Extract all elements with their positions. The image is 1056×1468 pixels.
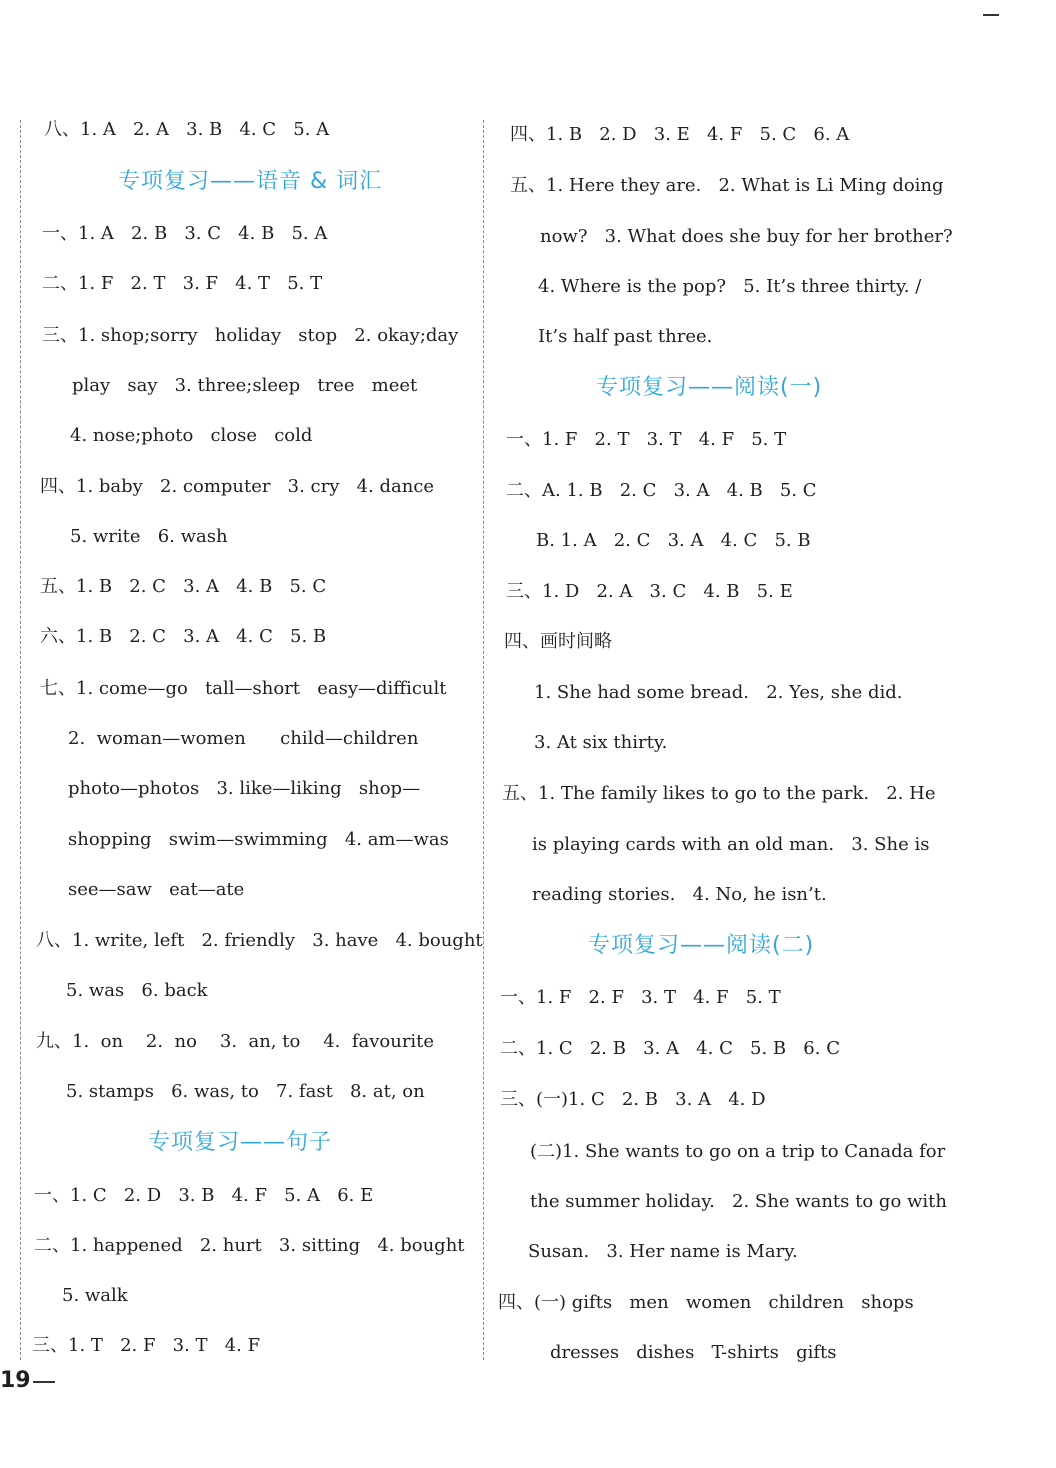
section-heading-sentences: 专项复习——句子 [148,1130,333,1155]
answer-line: reading stories. 4. No, he isn’t. [532,884,827,905]
answer-line: 3. At six thirty. [534,732,668,753]
answer-line: 1. She had some bread. 2. Yes, she did. [534,682,903,703]
corner-mark [983,14,999,16]
answer-line: 三、1. T 2. F 3. T 4. F [32,1335,261,1356]
answer-line: 5. was 6. back [66,980,208,1001]
answer-line: B. 1. A 2. C 3. A 4. C 5. B [536,530,811,551]
left-margin-dashed-line [20,120,21,1360]
page-number-dash [33,1381,55,1383]
answer-line: 五、1. The family likes to go to the park. 2. He [502,783,936,804]
answer-line: 四、画时间略 [504,631,612,652]
answer-line: 一、1. F 2. F 3. T 4. F 5. T [500,987,781,1008]
answer-line: 二、1. C 2. B 3. A 4. C 5. B 6. C [500,1038,840,1059]
answer-line: 八、1. A 2. A 3. B 4. C 5. A [44,119,330,140]
answer-line: 四、(一) gifts men women children shops [498,1292,914,1313]
answer-line: 六、1. B 2. C 3. A 4. C 5. B [40,626,327,647]
answer-line: 5. walk [62,1285,128,1306]
page-number: 19 [0,1368,31,1393]
answer-line: now? 3. What does she buy for her brother? [540,226,953,247]
answer-line: 一、1. A 2. B 3. C 4. B 5. A [42,223,328,244]
answer-line: photo—photos 3. like—liking shop— [68,778,421,799]
answer-line: is playing cards with an old man. 3. She is [532,834,930,855]
answer-line: 二、A. 1. B 2. C 3. A 4. B 5. C [506,480,817,501]
answer-line: It’s half past three. [538,326,713,347]
answer-line: 一、1. C 2. D 3. B 4. F 5. A 6. E [34,1185,374,1206]
answer-line: 九、1. on 2. no 3. an, to 4. favourite [36,1031,435,1052]
section-heading-reading-2: 专项复习——阅读(二) [588,933,815,958]
answer-line: 七、1. come—go tall—short easy—difficult [40,678,447,699]
answer-line: 2. woman—women child—children [68,728,419,749]
answer-line: 四、1. B 2. D 3. E 4. F 5. C 6. A [510,124,850,145]
answer-line: Susan. 3. Her name is Mary. [528,1241,798,1262]
answer-line: (二)1. She wants to go on a trip to Canada for [530,1141,946,1162]
answer-line: 三、(一)1. C 2. B 3. A 4. D [500,1089,766,1110]
answer-line: 5. write 6. wash [70,526,228,547]
answer-line: 一、1. F 2. T 3. T 4. F 5. T [506,429,787,450]
answer-line: 4. nose;photo close cold [70,425,313,446]
answer-line: 三、1. D 2. A 3. C 4. B 5. E [506,581,793,602]
answer-line: shopping swim—swimming 4. am—was [68,829,449,850]
section-heading-reading-1: 专项复习——阅读(一) [596,375,823,400]
answer-line: 二、1. F 2. T 3. F 4. T 5. T [42,273,323,294]
column-divider [483,120,484,1360]
section-heading-phonics-vocab: 专项复习——语音 & 词汇 [118,169,383,194]
answer-line: 5. stamps 6. was, to 7. fast 8. at, on [66,1081,425,1102]
answer-line: dresses dishes T-shirts gifts [550,1342,837,1363]
answer-line: 三、1. shop;sorry holiday stop 2. okay;day [42,325,459,346]
answer-line: 五、1. Here they are. 2. What is Li Ming doing [510,175,944,196]
answer-line: 二、1. happened 2. hurt 3. sitting 4. bought [34,1235,465,1256]
answer-line: play say 3. three;sleep tree meet [72,375,418,396]
answer-line: 八、1. write, left 2. friendly 3. have 4. bought [36,930,483,951]
answer-line: 五、1. B 2. C 3. A 4. B 5. C [40,576,327,597]
answer-line: 4. Where is the pop? 5. It’s three thirty. / [538,276,922,297]
answer-line: 四、1. baby 2. computer 3. cry 4. dance [40,476,435,497]
answer-line: the summer holiday. 2. She wants to go with [530,1191,947,1212]
answer-line: see—saw eat—ate [68,879,245,900]
